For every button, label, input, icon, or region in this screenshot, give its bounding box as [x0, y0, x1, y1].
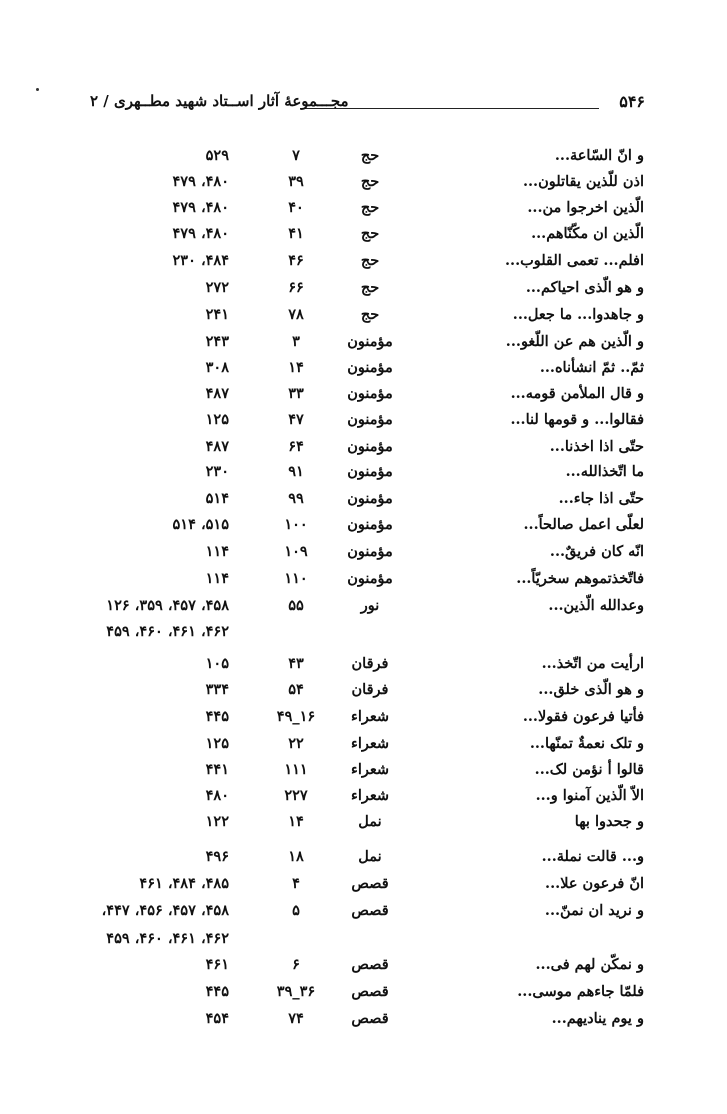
- verse-number: ۵: [292, 902, 300, 919]
- running-header: [90, 92, 645, 118]
- verse-phrase: ما اتّخذالله...: [565, 463, 644, 480]
- surah-name: قصص: [351, 1010, 389, 1027]
- index-row: [0, 463, 727, 489]
- index-row: [0, 875, 727, 901]
- verse-phrase: الّذین اخرجوا من...: [527, 199, 644, 216]
- index-row: [0, 983, 727, 1009]
- verse-phrase: لعلّی اعمل صالحاً...: [523, 516, 644, 533]
- surah-name: قصص: [351, 983, 389, 1000]
- page-references: ۴۸۷: [205, 438, 229, 455]
- page-references: ۴۸۰، ۴۷۹: [172, 199, 229, 216]
- index-row: [0, 761, 727, 787]
- index-row: [0, 787, 727, 813]
- verse-number: ۶۶: [288, 279, 304, 296]
- page-references: ۲۳۰: [205, 463, 229, 480]
- index-row: [0, 333, 727, 359]
- index-row: [0, 359, 727, 385]
- verse-phrase: و الّذین هم عن اللّغو...: [505, 333, 644, 350]
- verse-number: ۳۳: [288, 385, 304, 402]
- surah-name: مؤمنون: [347, 438, 393, 455]
- surah-name: مؤمنون: [347, 463, 393, 480]
- verse-number: ۴۳: [288, 655, 304, 672]
- verse-phrase: انّ فرعون علا...: [545, 875, 644, 892]
- verse-phrase: الّذین ان مکّنّاهم...: [531, 225, 644, 242]
- verse-number: ۱۰۰: [284, 516, 308, 533]
- page-references: ۴۴۱: [205, 761, 229, 778]
- verse-number: ۶۴: [288, 438, 304, 455]
- verse-number: ۱۰۹: [284, 543, 308, 560]
- verse-number: ۵۴: [288, 681, 304, 698]
- verse-phrase: افلم... تعمی القلوب...: [504, 252, 644, 269]
- index-row: [0, 199, 727, 225]
- surah-name: مؤمنون: [347, 543, 393, 560]
- verse-phrase: حتّی اذا جاء...: [558, 490, 644, 507]
- page-references: ۳۰۸: [205, 359, 229, 376]
- verse-phrase: اذن للّذین یقاتلون...: [522, 173, 644, 190]
- surah-name: مؤمنون: [347, 570, 393, 587]
- surah-name: شعراء: [351, 708, 389, 725]
- surah-name: حج: [360, 225, 380, 242]
- surah-name: حج: [360, 306, 380, 323]
- surah-name: شعراء: [351, 735, 389, 752]
- page-references: ۴۶۲، ۴۶۱، ۴۶۰، ۴۵۹: [106, 930, 229, 947]
- verse-phrase: وعدالله الّذین...: [548, 597, 644, 614]
- index-row: [0, 902, 727, 928]
- verse-phrase: و انّ السّاعة...: [554, 147, 644, 164]
- verse-number: ۳۹: [288, 173, 304, 190]
- index-row: [0, 279, 727, 305]
- surah-name: شعراء: [351, 761, 389, 778]
- verse-number: ۲۲۷: [284, 787, 308, 804]
- verse-number: ۵۵: [288, 597, 304, 614]
- verse-number: ۴۷: [288, 411, 304, 428]
- page-references: ۱۲۵: [205, 735, 229, 752]
- surah-name: مؤمنون: [347, 385, 393, 402]
- surah-name: مؤمنون: [347, 411, 393, 428]
- verse-number: ۹۱: [288, 463, 304, 480]
- verse-phrase: ارأیت من اتّخذ...: [541, 655, 644, 672]
- stray-ink-dot: [36, 88, 39, 91]
- verse-number: ۷: [292, 147, 300, 164]
- index-row: [0, 173, 727, 199]
- surah-name: نمل: [358, 848, 382, 865]
- verse-phrase: فأتیا فرعون فقولا...: [522, 708, 644, 725]
- verse-phrase: و... قالت نملة...: [541, 848, 644, 865]
- index-row: [0, 597, 727, 623]
- surah-name: حج: [360, 199, 380, 216]
- index-row: [0, 708, 727, 734]
- index-row: [0, 681, 727, 707]
- verse-phrase: فقالوا... و قومها لنا...: [510, 411, 644, 428]
- surah-name: مؤمنون: [347, 490, 393, 507]
- page-references: ۴۶۱: [205, 956, 229, 973]
- page-number: ۵۴۶: [619, 92, 645, 111]
- verse-number: ۱۴: [288, 359, 304, 376]
- surah-name: قصص: [351, 875, 389, 892]
- verse-number: ۷۴: [288, 1010, 304, 1027]
- page-references: ۱۲۵: [205, 411, 229, 428]
- index-row: [0, 147, 727, 173]
- index-row: [0, 516, 727, 542]
- index-row: [0, 735, 727, 761]
- page-references: ۱۱۴: [205, 543, 229, 560]
- index-row: [0, 623, 727, 649]
- page-references: ۲۷۲: [205, 279, 229, 296]
- verse-number: ۹۹: [288, 490, 304, 507]
- verse-phrase: فاتّخذتموهم سخریّاً...: [516, 570, 644, 587]
- page-references: ۴۵۸، ۴۵۷، ۴۵۶، ۴۴۷،: [101, 902, 229, 919]
- index-row: [0, 1010, 727, 1036]
- index-row: [0, 225, 727, 251]
- verse-phrase: فلمّا جاءهم موسی...: [517, 983, 644, 1000]
- verse-phrase: الاّ الّذین آمنوا و...: [535, 787, 644, 804]
- page-references: ۵۲۹: [205, 147, 229, 164]
- surah-name: قصص: [351, 902, 389, 919]
- verse-phrase: و نمکّن لهم فی...: [535, 956, 644, 973]
- verse-phrase: و جاهدوا... ما جعل...: [512, 306, 644, 323]
- verse-number: ۲۲: [288, 735, 304, 752]
- verse-number: ۱۴: [288, 813, 304, 830]
- surah-name: نمل: [358, 813, 382, 830]
- surah-name: مؤمنون: [347, 359, 393, 376]
- verse-phrase: و جحدوا بها: [574, 813, 644, 830]
- verse-number: ۱۱۰: [284, 570, 308, 587]
- index-row: [0, 813, 727, 839]
- index-row: [0, 438, 727, 464]
- page-references: ۴۵۸، ۴۵۷، ۳۵۹، ۱۲۶: [106, 597, 229, 614]
- verse-phrase: و هو الّذی خلق...: [538, 681, 644, 698]
- index-row: [0, 930, 727, 956]
- verse-phrase: و هو الّذی احیاکم...: [525, 279, 644, 296]
- page-references: ۵۱۴: [205, 490, 229, 507]
- index-row: [0, 385, 727, 411]
- verse-number: ۴۶: [288, 252, 304, 269]
- verse-number: ۴: [292, 875, 300, 892]
- page-references: ۴۶۲، ۴۶۱، ۴۶۰، ۴۵۹: [106, 623, 229, 640]
- page-references: ۴۹۶: [205, 848, 229, 865]
- page-references: ۳۳۴: [205, 681, 229, 698]
- page-references: ۴۸۷: [205, 385, 229, 402]
- page-references: ۲۴۱: [205, 306, 229, 323]
- verse-number: ۷۸: [288, 306, 304, 323]
- surah-name: فرقان: [351, 681, 389, 698]
- page-references: ۴۸۰: [205, 787, 229, 804]
- surah-name: مؤمنون: [347, 333, 393, 350]
- verse-phrase: و نرید ان نمنّ...: [544, 902, 644, 919]
- page-references: ۴۸۴، ۲۳۰: [172, 252, 229, 269]
- page-references: ۴۵۴: [205, 1010, 229, 1027]
- page-references: ۴۸۵، ۴۸۴، ۴۶۱: [139, 875, 229, 892]
- verse-phrase: ثمّ.. ثمّ انشأناه...: [539, 359, 644, 376]
- page-references: ۴۴۵: [205, 983, 229, 1000]
- verse-number: ۱۶_۴۹: [276, 708, 316, 725]
- verse-phrase: قالوا أ نؤمن لک...: [534, 761, 644, 778]
- index-row: [0, 956, 727, 982]
- page-references: ۴۴۵: [205, 708, 229, 725]
- surah-name: حج: [360, 147, 380, 164]
- index-row: [0, 490, 727, 516]
- page-references: ۵۱۵، ۵۱۴: [172, 516, 229, 533]
- index-row: [0, 570, 727, 596]
- verse-phrase: و قال الملأمن قومه...: [510, 385, 644, 402]
- index-row: [0, 848, 727, 874]
- verse-phrase: و یوم ینادیهم...: [551, 1010, 644, 1027]
- surah-name: قصص: [351, 956, 389, 973]
- surah-name: نور: [360, 597, 380, 614]
- verse-phrase: حتّی اذا اخذنا...: [549, 438, 644, 455]
- page-references: ۴۸۰، ۴۷۹: [172, 225, 229, 242]
- verse-number: ۱۸: [288, 848, 304, 865]
- verse-number: ۶: [292, 956, 300, 973]
- surah-name: حج: [360, 252, 380, 269]
- page-references: ۱۰۵: [205, 655, 229, 672]
- index-row: [0, 411, 727, 437]
- verse-phrase: انّه کان فریقٌ...: [549, 543, 644, 560]
- page-references: ۲۴۳: [205, 333, 229, 350]
- verse-number: ۳: [292, 333, 300, 350]
- index-row: [0, 252, 727, 278]
- index-row: [0, 306, 727, 332]
- surah-name: مؤمنون: [347, 516, 393, 533]
- verse-number: ۴۱: [288, 225, 304, 242]
- index-row: [0, 543, 727, 569]
- page-references: ۱۱۴: [205, 570, 229, 587]
- page-references: ۱۲۲: [205, 813, 229, 830]
- running-title: مجـــموعهٔ آثار اســتاد شهید مطــهری / ۲: [90, 92, 349, 110]
- verse-number: ۴۰: [288, 199, 304, 216]
- verse-number: ۳۶_۳۹: [276, 983, 316, 1000]
- surah-name: فرقان: [351, 655, 389, 672]
- index-row: [0, 655, 727, 681]
- surah-name: حج: [360, 173, 380, 190]
- page-references: ۴۸۰، ۴۷۹: [172, 173, 229, 190]
- verse-number: ۱۱۱: [284, 761, 308, 778]
- surah-name: شعراء: [351, 787, 389, 804]
- verse-phrase: و تلک نعمةٌ تمنّها...: [529, 735, 644, 752]
- surah-name: حج: [360, 279, 380, 296]
